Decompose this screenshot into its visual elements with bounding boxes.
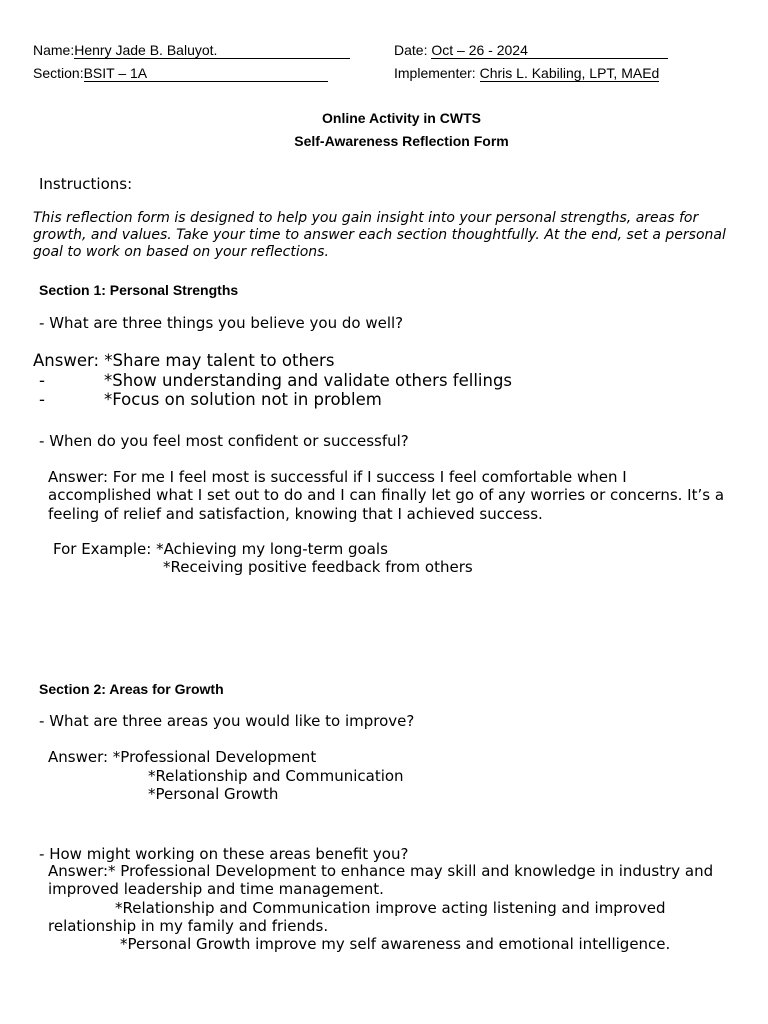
instructions-line-3: goal to work on based on your reflections. (33, 244, 329, 260)
section2-answer-1-line-1: Answer: *Professional Development (48, 748, 317, 766)
name-value: Henry Jade B. Baluyot. (74, 43, 350, 59)
implementer-value: Chris L. Kabiling, LPT, MAEd (479, 65, 660, 81)
instructions-line-2: growth, and values. Take your time to answer each section thoughtfully. At the end, set a personal (33, 227, 726, 243)
section2-answer-2-line-1: Answer:* Professional Development to enhance may skill and knowledge in industry and (48, 862, 714, 880)
section2-answer-1-line-3: *Personal Growth (148, 785, 279, 803)
section-label: Section: (33, 65, 84, 81)
instructions-heading: Instructions: (39, 175, 133, 193)
section2-question-1: - What are three areas you would like to improve? (39, 712, 415, 730)
implementer-row (394, 65, 659, 82)
section2-question-2: - How might working on these areas benefit you? (39, 845, 409, 863)
section1-answer-1-line-3: *Focus on solution not in problem (104, 390, 382, 409)
bullet: - (39, 390, 45, 409)
bullet: - (39, 314, 45, 332)
section2-answer-2-line-2: improved leadership and time management. (48, 880, 384, 898)
title-line-1: Online Activity in CWTS (322, 110, 481, 126)
section2-answer-2-line-5: *Personal Growth improve my self awareness and emotional intelligence. (120, 935, 671, 953)
section1-answer-1-line-2: *Show understanding and validate others fellings (104, 371, 513, 390)
section2-answer-2-line-4: relationship in my family and friends. (48, 917, 329, 935)
section2-answer-1-line-2: *Relationship and Communication (148, 767, 404, 785)
instructions-line-1: This reflection form is designed to help you gain insight into your personal strengths, areas for (33, 210, 699, 226)
date-value: Oct – 26 - 2024 (431, 43, 668, 59)
date-label: Date: (394, 42, 428, 58)
bullet: - (39, 845, 45, 863)
bullet: - (39, 712, 45, 730)
section1-example-line-2: *Receiving positive feedback from others (163, 558, 473, 576)
section1-example-line-1: For Example: *Achieving my long-term goals (53, 540, 388, 558)
section1-heading: Section 1: Personal Strengths (39, 282, 239, 298)
section-row (33, 65, 328, 82)
section1-question-1: - What are three things you believe you do well? (39, 314, 404, 332)
section2-heading: Section 2: Areas for Growth (39, 681, 224, 697)
name-row (33, 42, 350, 59)
implementer-label: Implementer: (394, 65, 476, 81)
title-line-2: Self-Awareness Reflection Form (294, 133, 509, 149)
bullet: - (39, 371, 45, 390)
name-label: Name: (33, 42, 75, 58)
section-value: BSIT – 1A (84, 66, 328, 82)
section1-answer-2-line-1: Answer: For me I feel most is successful if I success I feel comfortable when I (48, 468, 627, 486)
date-row (394, 42, 668, 59)
bullet: - (39, 432, 45, 450)
section1-answer-2-line-3: feeling of relief and satisfaction, knowing that I achieved success. (48, 505, 543, 523)
section1-answer-1-line-1: Answer: *Share may talent to others (33, 351, 335, 370)
section2-answer-2-line-3: *Relationship and Communication improve acting listening and improved (115, 899, 666, 917)
section1-question-2: - When do you feel most confident or successful? (39, 432, 409, 450)
section1-answer-2-line-2: accomplished what I set out to do and I can finally let go of any worries or concerns. It’s a (48, 486, 725, 504)
